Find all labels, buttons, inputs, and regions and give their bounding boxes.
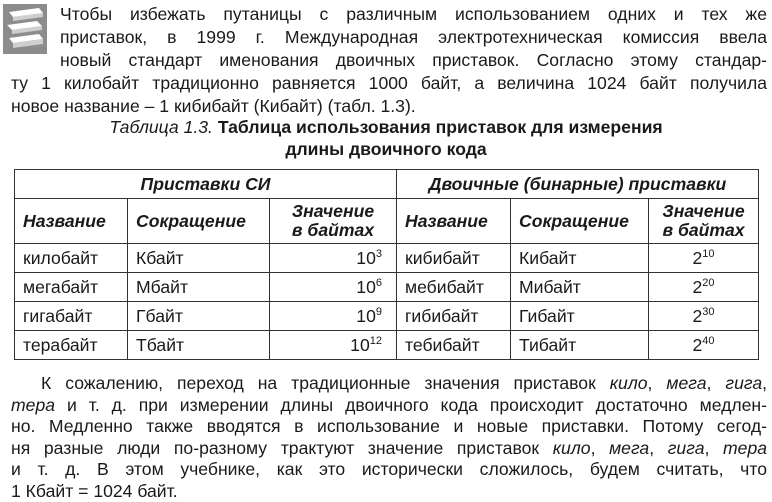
italic-term: мега (666, 373, 706, 393)
prefixes-table (14, 169, 759, 360)
si-base: 10 (356, 248, 376, 268)
si-abbr-cell: Мбайт (128, 273, 270, 302)
col-name-header: Название (397, 199, 511, 244)
table-row (15, 244, 759, 273)
si-name-cell: терабайт (15, 331, 128, 360)
si-base: 10 (356, 277, 376, 297)
text-run: , (707, 373, 726, 393)
si-abbr-cell: Гбайт (128, 302, 270, 331)
bin-abbr-cell: Кибайт (511, 244, 649, 273)
italic-term: тера (11, 395, 55, 415)
col-abbr-header: Сокращение (128, 199, 270, 244)
bin-name-cell: тебибайт (397, 331, 511, 360)
italic-term: тера (723, 438, 767, 458)
si-value-cell (270, 244, 397, 273)
text-run: , (591, 438, 610, 458)
si-value-cell (270, 302, 397, 331)
si-value-cell (270, 273, 397, 302)
text-run: , (649, 438, 668, 458)
bin-base: 2 (692, 248, 702, 268)
bin-value-cell (649, 331, 759, 360)
bin-base: 2 (692, 335, 702, 355)
table-title: Таблица использования приставок для измерения (218, 117, 663, 137)
si-base: 10 (356, 306, 376, 326)
italic-term: гига (668, 438, 705, 458)
text-line: и т. д. В этом учебнике, как это исторически сложилось, будем считать, что (11, 459, 767, 481)
text-run: ня разные люди по-разному трактуют значение приставок (11, 438, 553, 458)
text-line (11, 373, 767, 395)
col-abbr-header: Сокращение (511, 199, 649, 244)
si-name-cell: килобайт (15, 244, 128, 273)
bin-abbr-cell: Тибайт (511, 331, 649, 360)
bin-exponent: 30 (702, 306, 714, 318)
bin-abbr-cell: Гибайт (511, 302, 649, 331)
text-line: новый стандарт именования двоичных приставок. Согласно этому стандар- (11, 49, 767, 72)
italic-term: кило (610, 373, 648, 393)
italic-term: мега (609, 438, 649, 458)
table-row (15, 302, 759, 331)
bin-exponent: 40 (702, 335, 714, 347)
italic-term: кило (553, 438, 591, 458)
table-number: Таблица 1.3. (109, 117, 213, 137)
table-row (15, 273, 759, 302)
group-header-row (15, 170, 759, 199)
value-header-line: в байтах (662, 220, 744, 240)
conclusion-paragraph (11, 373, 767, 502)
si-exponent: 6 (376, 277, 382, 289)
caption-line (0, 117, 772, 139)
table-row (15, 331, 759, 360)
si-exponent: 3 (376, 248, 382, 260)
group-si-header: Приставки СИ (15, 170, 397, 199)
text-run: , (762, 373, 767, 393)
bin-value-cell (649, 302, 759, 331)
col-name-header: Название (15, 199, 128, 244)
text-line (11, 438, 767, 460)
bin-name-cell: гибибайт (397, 302, 511, 331)
si-abbr-cell: Тбайт (128, 331, 270, 360)
text-line: приставок, в 1999 г. Международная электротехническая комиссия ввела (11, 26, 767, 49)
intro-paragraph (11, 3, 767, 118)
bin-base: 2 (692, 306, 702, 326)
col-value-header (270, 199, 397, 244)
bin-value-cell (649, 244, 759, 273)
text-run: , (704, 438, 723, 458)
si-exponent: 9 (376, 306, 382, 318)
bin-exponent: 10 (702, 248, 714, 260)
italic-term: гига (725, 373, 762, 393)
group-binary-header: Двоичные (бинарные) приставки (397, 170, 759, 199)
value-header-line: в байтах (292, 220, 374, 240)
text-run: , (648, 373, 667, 393)
text-line: ту 1 килобайт традиционно равняется 1000 байт, а величина 1024 байт получила (11, 72, 767, 95)
bin-name-cell: мебибайт (397, 273, 511, 302)
bin-value-cell (649, 273, 759, 302)
si-name-cell: мегабайт (15, 273, 128, 302)
bin-abbr-cell: Мибайт (511, 273, 649, 302)
text-run: и т. д. при измерении длины двоичного кода происходит достаточно медлен- (55, 395, 767, 415)
value-header-line: Значение (292, 201, 374, 221)
bin-exponent: 20 (702, 277, 714, 289)
bin-base: 2 (692, 277, 702, 297)
si-exponent: 12 (370, 335, 382, 347)
bin-name-cell: кибибайт (397, 244, 511, 273)
si-abbr-cell: Кбайт (128, 244, 270, 273)
text-line: новое название – 1 кибибайт (Кибайт) (табл. 1.3). (11, 95, 767, 118)
si-base: 10 (350, 335, 370, 355)
si-name-cell: гигабайт (15, 302, 128, 331)
table-caption (0, 117, 772, 160)
col-value-header (649, 199, 759, 244)
text-line: но. Медленно также вводятся в использование и новые приставки. Потому сегод- (11, 416, 767, 438)
text-line: Чтобы избежать путаницы с различным использованием одних и тех же (11, 3, 767, 26)
column-header-row (15, 199, 759, 244)
si-value-cell (270, 331, 397, 360)
text-line: 1 Кбайт = 1024 байт. (11, 481, 767, 502)
table-title-continued: длины двоичного кода (0, 139, 772, 161)
value-header-line: Значение (662, 201, 744, 221)
text-line (11, 395, 767, 417)
text-run: К сожалению, переход на традиционные значения приставок (41, 373, 610, 393)
